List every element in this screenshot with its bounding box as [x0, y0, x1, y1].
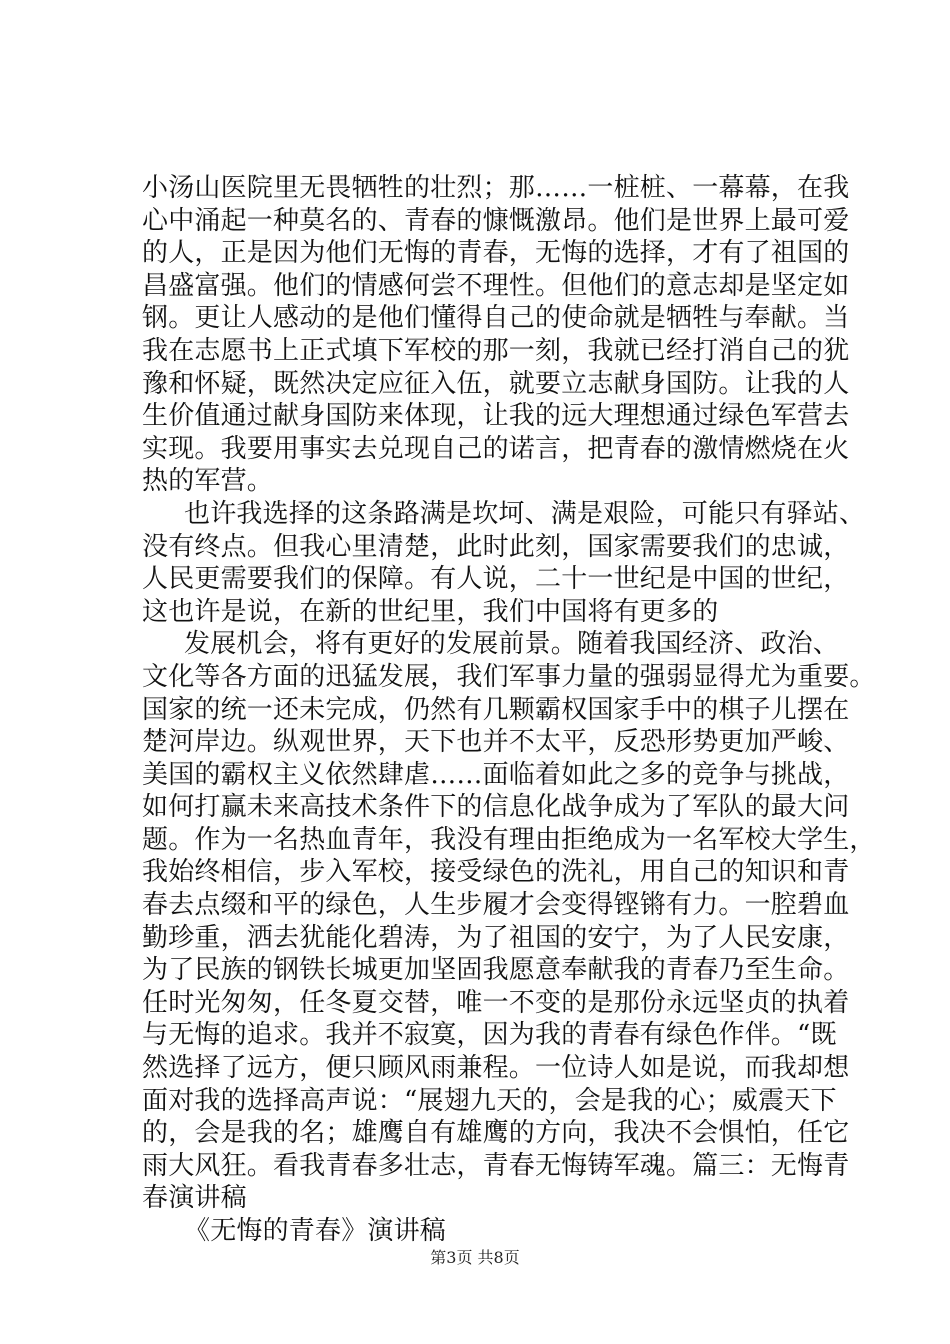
- page-number-label: 第3页 共8页: [430, 1248, 520, 1267]
- page-footer: [0, 1248, 950, 1268]
- text-line: 人民更需要我们的保障。有人说，二十一世纪是中国的世纪，: [142, 564, 850, 595]
- text-line: 心中涌起一种莫名的、青春的慷慨激昂。他们是世界上最可爱: [142, 205, 850, 236]
- paragraph-start-line: 也许我选择的这条路满是坎坷、满是艰险，可能只有驿站、: [184, 498, 866, 529]
- text-line: 为了民族的钢铁长城更加坚固我愿意奉献我的青春乃至生命。: [142, 955, 850, 986]
- text-line: 题。作为一名热血青年，我没有理由拒绝成为一名军校大学生，: [142, 824, 876, 855]
- text-line: 勤珍重，洒去犹能化碧涛，为了祖国的安宁，为了人民安康，: [142, 922, 850, 953]
- text-line: 如何打赢未来高技术条件下的信息化战争成为了军队的最大问: [142, 792, 850, 823]
- speech-title-line: 《无悔的青春》演讲稿: [184, 1216, 447, 1246]
- text-line: 任时光匆匆，任冬夏交替，唯一不变的是那份永远坚贞的执着: [142, 987, 850, 1018]
- text-line: 国家的统一还未完成，仍然有几颗霸权国家手中的棋子儿摆在: [142, 694, 850, 725]
- text-line: 我在志愿书上正式填下军校的那一刻，我就已经打消自己的犹: [142, 335, 850, 366]
- text-line: 然选择了远方，便只顾风雨兼程。一位诗人如是说，而我却想: [142, 1053, 850, 1084]
- text-line: 昌盛富强。他们的情感何尝不理性。但他们的意志却是坚定如: [142, 270, 850, 301]
- document-body: [142, 172, 876, 1248]
- text-line: 小汤山医院里无畏牺牲的壮烈；那……一桩桩、一幕幕，在我: [142, 173, 850, 203]
- text-line: 的，会是我的名；雄鹰自有雄鹰的方向，我决不会惧怕，任它: [142, 1118, 850, 1149]
- text-line: 楚河岸边。纵观世界，天下也并不太平，反恐形势更加严峻、: [142, 727, 850, 758]
- text-line: 面对我的选择高声说：“展翅九天的，会是我的心；威震天下: [142, 1085, 837, 1116]
- text-line: 没有终点。但我心里清楚，此时此刻，国家需要我们的忠诚，: [142, 531, 850, 562]
- text-line: 春演讲稿: [142, 1183, 247, 1214]
- text-line: 我始终相信，步入军校，接受绿色的洗礼，用自己的知识和青: [142, 857, 850, 888]
- text-line: 的人，正是因为他们无悔的青春，无悔的选择，才有了祖国的: [142, 238, 850, 269]
- paragraph-start-line: 发展机会，将有更好的发展前景。随着我国经济、政治、: [184, 629, 840, 660]
- text-line: 钢。更让人感动的是他们懂得自己的使命就是牺牲与奉献。当: [142, 303, 850, 334]
- text-line: 豫和怀疑，既然决定应征入伍，就要立志献身国防。让我的人: [142, 368, 850, 399]
- text-line: 春去点缀和平的绿色，人生步履才会变得铿锵有力。一腔碧血: [142, 890, 850, 921]
- text-line: 热的军营。: [142, 466, 274, 497]
- text-line: 文化等各方面的迅猛发展，我们军事力量的强弱显得尤为重要。: [142, 661, 876, 692]
- text-line: 实现。我要用事实去兑现自己的诺言，把青春的激情燃烧在火: [142, 433, 850, 464]
- text-line: 美国的霸权主义依然肆虐……面临着如此之多的竞争与挑战，: [142, 759, 850, 790]
- text-line: 与无悔的追求。我并不寂寞，因为我的青春有绿色作伴。“既: [142, 1020, 837, 1051]
- text-line: 这也许是说，在新的世纪里，我们中国将有更多的: [142, 596, 719, 627]
- text-line: 生价值通过献身国防来体现，让我的远大理想通过绿色军营去: [142, 401, 850, 432]
- text-line: 雨大风狂。看我青春多壮志，青春无悔铸军魂。篇三：无悔青: [142, 1150, 850, 1181]
